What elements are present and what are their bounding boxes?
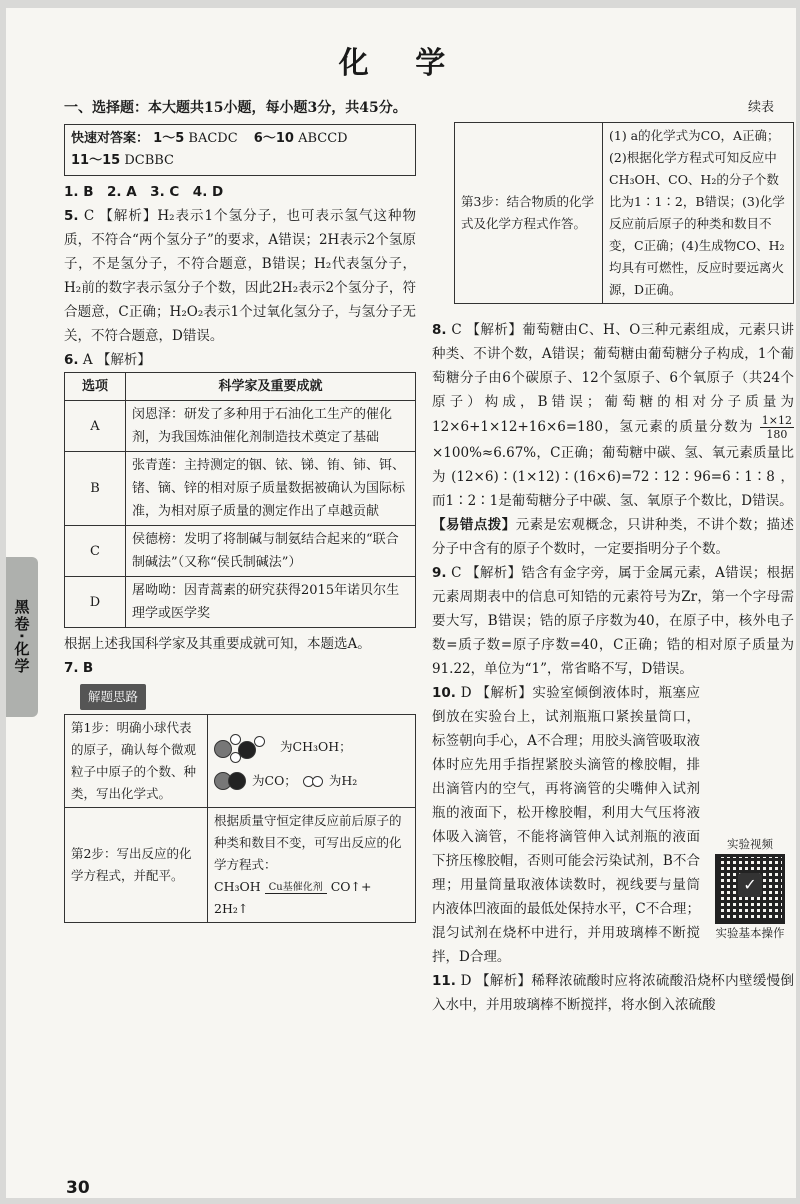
table-cell: 侯德榜：发明了将制碱与制氨结合起来的“联合制碱法”（又称“侯氏制碱法”）: [126, 526, 416, 577]
qr-block: [706, 837, 794, 941]
table-row: [65, 526, 416, 577]
page-title: 化 学: [338, 46, 464, 81]
q10-text: D 【解析】实验室倾倒液体时，瓶塞应倒放在实验台上，试剂瓶瓶口紧挨量筒口，标签朝向手心，A不合理；用胶头滴管吸取液体时应先用手指捏紧胶头滴管的橡胶帽，排出滴管内的空气，再将滴管的尖嘴伸入试剂瓶的液面下，松开橡胶帽，利用大气压将液体吸入滴管，不能将滴管伸入试剂瓶的液面下挤压橡胶帽，否则可能会污染试剂，B不合理；用量筒量取液体读数时，视线要与量筒内液体凹液面的最低处保持水平，C不合理；混匀试剂在烧杯中进行，并用玻璃棒不断搅拌，D合理。: [432, 685, 700, 965]
quick-answers-3: DCBBC: [124, 153, 174, 168]
quick-label: 快速对答案：: [71, 131, 150, 146]
table-header: 选项: [65, 373, 126, 401]
qr-code-icon[interactable]: [715, 854, 785, 924]
step1-cell: 第1步：明确小球代表的原子，确认每个微观粒子中原子的个数、种类，写出化学式。: [65, 715, 208, 808]
table-cell: 张青莲：主持测定的铟、铱、锑、铕、铈、铒、锗、镝、锌的相对原子质量数据被确认为国际标准，为相对原子质量的测定作出了卓越贡献: [126, 452, 416, 526]
eq-left: CH₃OH: [214, 879, 261, 894]
table-header-row: [65, 373, 416, 401]
equation-cell: [208, 808, 416, 923]
qr-bottom-label: 实验基本操作: [715, 926, 785, 940]
table-header: 科学家及重要成就: [126, 373, 416, 401]
table-cell: D: [65, 577, 126, 628]
page: [6, 8, 796, 1198]
quick-group-3: 11～15: [71, 153, 121, 168]
q8-number: 8.: [432, 322, 447, 338]
ch3oh-molecule-icon: [214, 730, 274, 764]
table-cell: 闵恩泽：研发了多种用于石油化工生产的催化剂，为我国炼油催化剂制造技术奠定了基础: [126, 401, 416, 452]
table-row: [455, 123, 794, 304]
q6-text: A 【解析】: [82, 352, 151, 368]
m3-label: 为H₂: [328, 773, 358, 788]
page-number: 30: [66, 1178, 90, 1198]
solution-table: [64, 714, 416, 923]
answer-1-4: 1. B 2. A 3. C 4. D: [64, 184, 224, 200]
q10-number: 10.: [432, 685, 456, 701]
error-tip: [432, 513, 794, 561]
section-heading: 一、选择题：本大题共15小题，每小题3分，共45分。: [64, 100, 407, 116]
right-column: [432, 96, 794, 1017]
q11-number: 11.: [432, 973, 456, 989]
solution-badge: 解题思路: [80, 684, 146, 710]
quick-group-1: 1～5: [153, 131, 185, 146]
eq-condition-text: Cu基催化剂: [265, 882, 327, 894]
table-row: [65, 715, 416, 808]
answer-11: [432, 969, 794, 1017]
q8-text-1: C 【解析】葡萄糖由C、H、O三种元素组成，元素只讲种类、不讲个数，A错误；葡萄糖由葡萄糖分子构成，1个葡萄糖分子由6个碳原子、12个氢原子、6个氧原子（共24个原子）构成，B错误；葡萄糖的相对分子质量为12×6+1×12+16×6=180，氢元素的质量分数为: [432, 322, 795, 435]
table-cell: C: [65, 526, 126, 577]
scientist-table: [64, 372, 416, 628]
q7-number: 7.: [64, 660, 79, 676]
quick-group-2: 6～10: [253, 131, 294, 146]
q5-number: 5.: [64, 208, 79, 224]
step3-result-cell: (1) a的化学式为CO，A正确；(2)根据化学方程式可知反应中CH₃OH、CO、H₂的分子个数比为1∶1∶2，B错误；(3)化学反应前后原子的种类和数目不变，C正确；(4)生成物CO、H₂均具有可燃性，反应时要远离火源，D正确。: [603, 123, 794, 304]
answer-6: [64, 348, 416, 372]
qr-top-label: 实验视频: [727, 837, 773, 851]
side-tab: 黑卷·化学: [6, 557, 38, 717]
eq-tail: 2H₂↑: [214, 901, 249, 916]
frac-denominator: 180: [766, 428, 788, 441]
table-row: [65, 401, 416, 452]
table-cell: 屠呦呦：因青蒿素的研究获得2015年诺贝尔生理学或医学奖: [126, 577, 416, 628]
co-molecule-icon: [214, 772, 246, 790]
table-cell: B: [65, 452, 126, 526]
q8-text-2: ×100%≈6.67%，C正确；葡萄糖中碳、氢、氧元素质量比为(12×6)∶(1×12)∶(16×6)=72∶12∶96=6∶1∶8，而1∶2∶1是葡萄糖分子中碳、氢、氧原子个数比，D错误。: [432, 445, 794, 509]
step2-text: 根据质量守恒定律反应前后原子的种类和数目不变，可写出反应的化学方程式：: [214, 813, 402, 872]
molecule-ch3oh: [214, 730, 409, 764]
molecule-cell: [208, 715, 416, 808]
q11-text: D 【解析】稀释浓硫酸时应将浓硫酸沿烧杯内壁缓慢倒入水中，并用玻璃棒不断搅拌，将水倒入浓硫酸: [432, 973, 794, 1013]
step2-cell: 第2步：写出反应的化学方程式，并配平。: [65, 808, 208, 923]
q9-number: 9.: [432, 565, 447, 581]
q5-text: C 【解析】H₂表示1个氢分子，也可表示氢气这种物质，不符合“两个氢分子”的要求，A错误；2H表示2个氢原子，不是氢分子，不符合题意，B错误；H₂代表氢分子，H₂前的数字表示氢分子个数，因此2H₂表示2个氢分子，符合题意，C正确；H₂O₂表示1个过氧化氢分子，与氢分子无关，不符合题意，D错误。: [64, 208, 416, 344]
answers-right: [432, 318, 794, 1017]
frac-numerator: 1×12: [761, 414, 792, 427]
q6-number: 6.: [64, 352, 79, 368]
left-column: [64, 96, 416, 923]
eq-condition: [265, 882, 327, 894]
table-row: [65, 808, 416, 923]
tip-label: 【易错点拨】: [432, 517, 516, 533]
answers-left-2: [64, 632, 416, 680]
q9-text: C 【解析】锆含有金字旁，属于金属元素，A错误；根据元素周期表中的信息可知锆的元素符号为Zr，第一个字母需要大写，B错误；锆的原子序数为40，在原子中，核外电子数=质子数=原子序数=40，C正确；锆的相对原子质量为91.22，单位为“1”，常省略不写，D错误。: [432, 565, 794, 677]
molecule-legend: [214, 730, 409, 792]
table-row: [65, 452, 416, 526]
eq-right: CO↑+: [330, 879, 372, 894]
answer-8: [432, 318, 794, 513]
table-row: [65, 577, 416, 628]
answer-7: [64, 656, 416, 680]
answer-10: [432, 681, 794, 969]
quick-answers-2: ABCCD: [298, 131, 348, 146]
q7-answer: B: [82, 660, 94, 676]
solution-table-continued: [454, 122, 794, 304]
tip-text: 元素是宏观概念，只讲种类，不讲个数；描述分子中含有的原子个数时，一定要指明分子个数。: [432, 517, 795, 557]
answer-5: [64, 204, 416, 348]
mass-fraction: [760, 414, 794, 441]
quick-answer-box: [64, 124, 416, 176]
h2-molecule-icon: [303, 776, 323, 787]
table-cell: A: [65, 401, 126, 452]
m2-label: 为CO；: [252, 773, 297, 788]
q6-conclusion: 根据上述我国科学家及其重要成就可知，本题选A。: [64, 636, 371, 652]
answer-9: [432, 561, 794, 681]
answers-left: [64, 180, 416, 372]
molecule-co-h2: [214, 770, 409, 792]
quick-answers-1: BACDC: [188, 131, 238, 146]
m1-label: 为CH₃OH；: [280, 739, 352, 754]
continued-label: 续表: [747, 100, 774, 115]
step3-cell: 第3步：结合物质的化学式及化学方程式作答。: [455, 123, 603, 304]
